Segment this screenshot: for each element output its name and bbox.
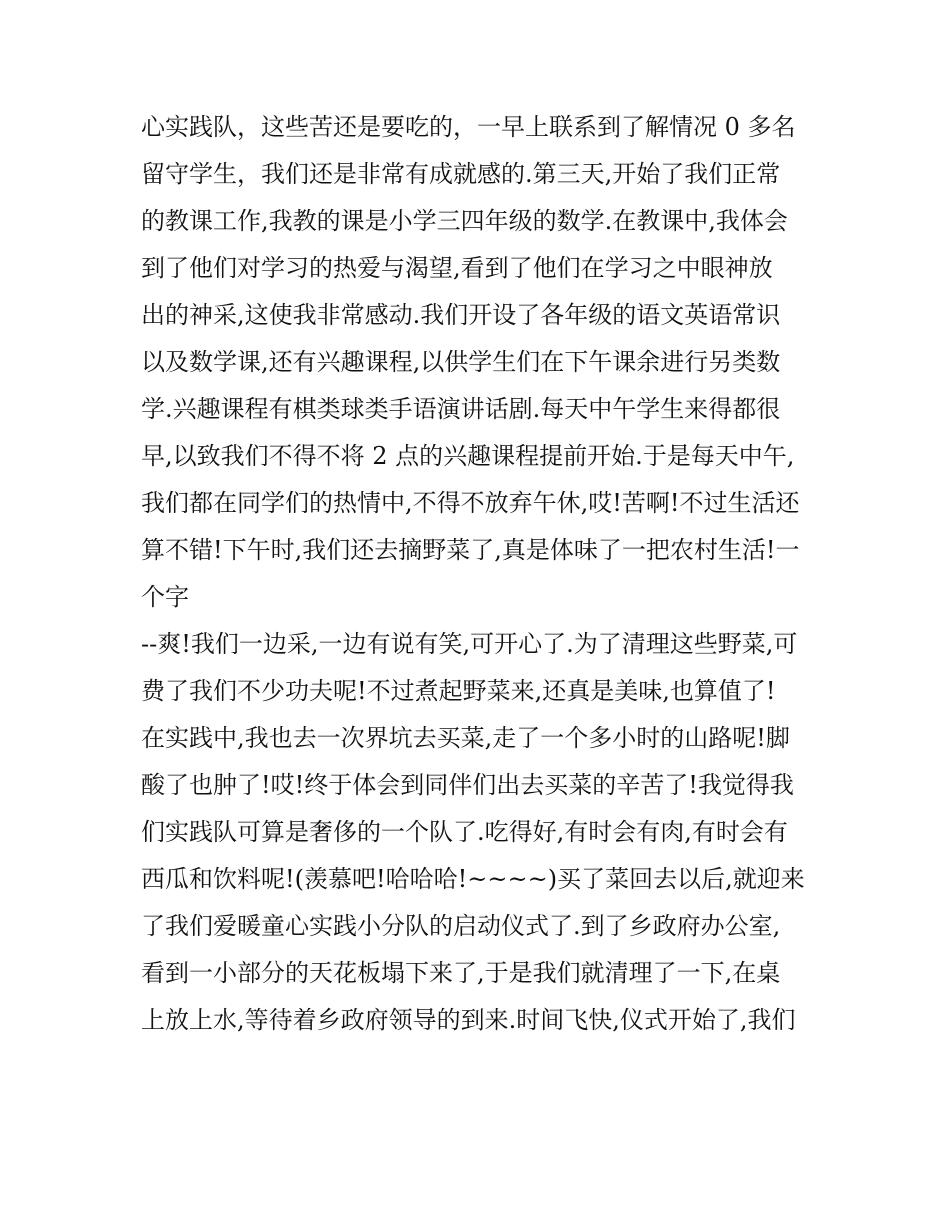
text-line: 以及数学课,还有兴趣课程,以供学生们在下午课余进行另类数 bbox=[141, 348, 781, 376]
text-line: 西瓜和饮料呢!(羡慕吧!哈哈哈!~~~~)买了菜回去以后,就迎来 bbox=[141, 865, 805, 893]
text-line: 出的神采,这使我非常感动.我们开设了各年级的语文英语常识 bbox=[141, 301, 781, 329]
text-line: 早,以致我们不得不将 2 点的兴趣课程提前开始.于是每天中午, bbox=[141, 442, 795, 470]
text-line: 酸了也肿了!哎!终于体会到同伴们出去买菜的辛苦了!我觉得我 bbox=[141, 771, 794, 799]
text-line: 留守学生，我们还是非常有成就感的.第三天,开始了我们正常 bbox=[141, 160, 781, 188]
text-line: 在实践中,我也去一次界坑去买菜,走了一个多小时的山路呢!脚 bbox=[141, 724, 790, 752]
document-body bbox=[141, 104, 821, 1044]
text-line: 个字 bbox=[141, 583, 189, 611]
text-line: 上放上水,等待着乡政府领导的到来.时间飞快,仪式开始了,我们 bbox=[141, 1006, 796, 1034]
text-line: 算不错!下午时,我们还去摘野菜了,真是体味了一把农村生活!一 bbox=[141, 536, 800, 564]
text-line: 了我们爱暖童心实践小分队的启动仪式了.到了乡政府办公室, bbox=[141, 912, 781, 940]
text-line: 看到一小部分的天花板塌下来了,于是我们就清理了一下,在桌 bbox=[141, 959, 781, 987]
text-line: 到了他们对学习的热爱与渴望,看到了他们在学习之中眼神放 bbox=[141, 254, 773, 282]
text-line: 的教课工作,我教的课是小学三四年级的数学.在教课中,我体会 bbox=[141, 207, 788, 235]
text-line: --爽!我们一边采,一边有说有笑,可开心了.为了清理这些野菜,可 bbox=[141, 630, 798, 658]
text-line: 心实践队，这些苦还是要吃的，一早上联系到了解情况 0 多名 bbox=[141, 113, 796, 141]
text-line: 我们都在同学们的热情中,不得不放弃午休,哎!苦啊!不过生活还 bbox=[141, 489, 800, 517]
text-line: 们实践队可算是奢侈的一个队了.吃得好,有时会有肉,有时会有 bbox=[141, 818, 788, 846]
text-line: 学.兴趣课程有棋类球类手语演讲话剧.每天中午学生来得都很 bbox=[141, 395, 781, 423]
text-line: 费了我们不少功夫呢!不过煮起野菜来,还真是美味,也算值了! bbox=[141, 677, 776, 705]
